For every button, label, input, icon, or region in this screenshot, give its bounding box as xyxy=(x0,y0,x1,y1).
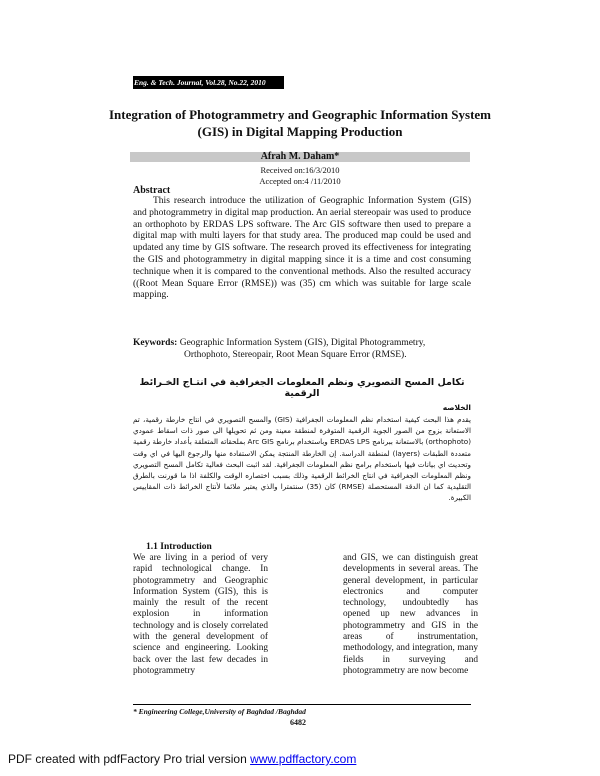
accepted-date: Accepted on:4 /11/2010 xyxy=(259,175,341,186)
footnote-divider xyxy=(133,704,471,705)
introduction-column-left: We are living in a period of very rapid technological change. In photogrammetry and Geographic Information System (GIS), this is mainly the result of the recent explosion in information technology and is closely correlated with the general development of science and engineering. Looking back over the last few decades in photogrammetry xyxy=(133,553,268,676)
author-name: Afrah M. Daham* xyxy=(260,151,340,162)
keywords xyxy=(133,338,471,362)
received-date: Received on:16/3/2010 xyxy=(260,165,340,175)
paper-title: Integration of Photogrammetry and Geographic Information System (GIS) in Digital Mapping Production xyxy=(108,107,491,139)
abstract-heading: Abstract xyxy=(133,185,171,196)
arabic-abstract-heading: الخلاصه xyxy=(442,403,471,412)
pdf-footer-text: PDF created with pdfFactory Pro trial version xyxy=(8,752,251,766)
keywords-line1: Geographic Information System (GIS), Digital Photogrammetry, xyxy=(179,338,426,348)
keywords-label: Keywords: xyxy=(133,338,178,348)
arabic-abstract-body: يقدم هذا البحث كيفية استخدام نظم المعلومات الجغرافية (GIS) والمسح التصويري في انتاج خارطة رقمية، تم الاستعانة بزوج من الصور الجوية الرقمية المتوفرة لمنطقة معينة ومن ثم تحويلها الى صور ذات اسقاط عمودي (orthophoto) بالاستعانة ببرنامج ERDAS LPS وباستخدام برنامج Arc GIS بملحقاته المتعلقة بأعداد خارطة رقمية متعددة الطبقات (layers) لمنطقة الدراسة. إن الخارطة المنتجة يمكن الاستفادة منها والرجوع اليها في اي وقت وتحديث اي بيانات فيها باستخدام برامج نظم المعلومات الجغرافية. لقد اثبت البحث فعالية تكامل المسح التصويري ونظم المعلومات الجغرافية في انتاج الخرائط الرقمية وذلك بسبب اختصاره الوقت والكلفة اذا ما قورنت بالطرق التقليدية كما ان الدقة المستحصلة (RMSE) كان (35) سنتمترا والذي يعتبر ملائما لأنتاج الخرائط ذات المقاييس الكبيرة. xyxy=(133,415,472,503)
page-number: 6482 xyxy=(290,718,306,727)
abstract-text: This research introduce the utilization of Geographic Information System (GIS) and photogrammetry in digital map production. An aerial stereopair was used to produce an orthophoto by ERDAS LPS software. The Arc GIS software then used to prepare a digital map with multi layers for that study area. The produced map could be used and updated any time by GIS software. The research proved its effectiveness for integrating the GIS and photogrammetry in digital mapping since it is a time and cost consuming technique when it is compared to the conventional methods. Also the resulted accuracy ((Root Mean Square Error (RMSE)) was (35) cm which was suitable for large scale mapping. xyxy=(133,196,471,301)
affiliation-footnote: * Engineering College,University of Baghdad /Baghdad xyxy=(133,707,306,716)
pdf-creator-footer xyxy=(8,752,356,766)
introduction-column-right: and GIS, we can distinguish great developments in several areas. The general development, in particular electronics and computer technology, undoubtedly has opened up new advances in photogrammetry and GIS in the areas of instrumentation, methodology, and integration, many fields in surveying and photogrammetry are now become xyxy=(343,553,478,676)
introduction-heading: 1.1 Introduction xyxy=(146,542,212,552)
dates xyxy=(130,165,470,186)
arabic-title: تكامل المسح التصويري ونظم المعلومات الجغرافية في انتـاج الخـرائط الرقمية xyxy=(139,377,465,399)
journal-header: Eng. & Tech. Journal, Vol.28, No.22, 2010 xyxy=(133,76,284,89)
abstract-body xyxy=(133,196,471,302)
keywords-line2: Orthophoto, Stereopair, Root Mean Square Error (RMSE). xyxy=(184,349,407,360)
pdffactory-link[interactable]: www.pdffactory.com xyxy=(250,752,357,766)
